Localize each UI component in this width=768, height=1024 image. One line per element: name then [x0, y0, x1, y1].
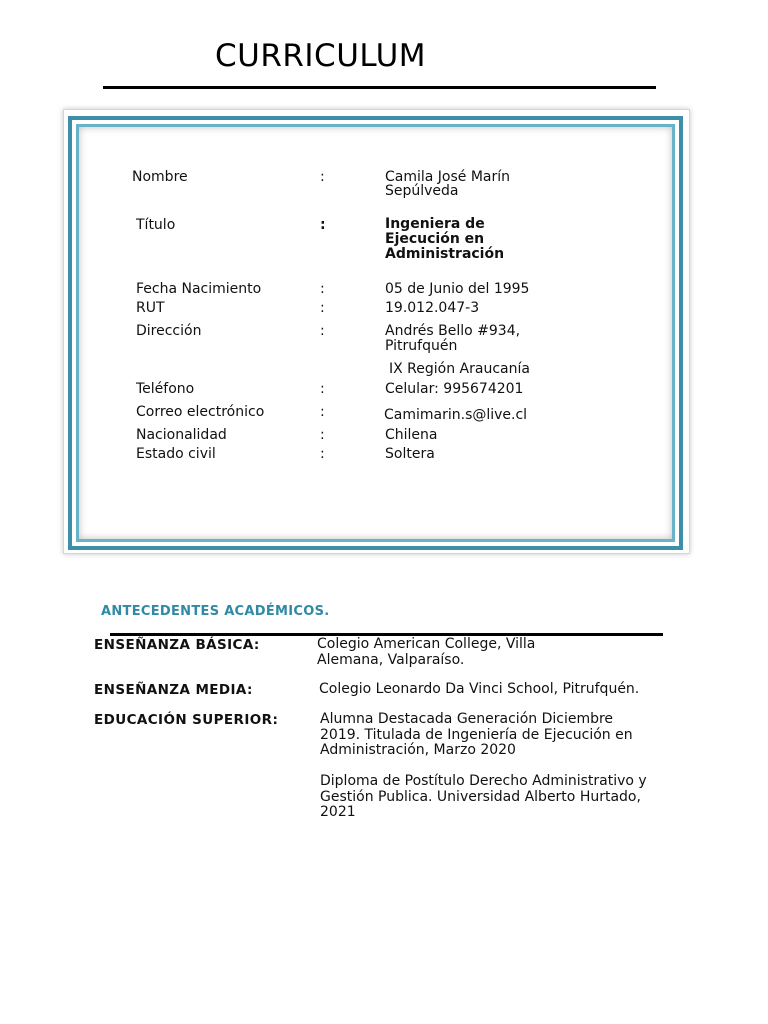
direccion-value-line2: Pitrufquén	[385, 338, 458, 354]
educacion-superior-p1-line1: Alumna Destacada Generación Diciembre	[320, 711, 614, 727]
direccion-colon: :	[320, 323, 325, 339]
fecha-value: 05 de Junio del 1995	[385, 281, 530, 297]
nombre-value-line2: Sepúlveda	[385, 183, 459, 199]
correo-colon: :	[320, 404, 325, 420]
titulo-value-line2: Ejecución en	[385, 231, 485, 247]
rut-label: RUT	[136, 300, 165, 316]
ensenanza-basica-line1: Colegio American College, Villa	[317, 636, 536, 652]
correo-label: Correo electrónico	[136, 404, 265, 420]
ensenanza-basica-line2: Alemana, Valparaíso.	[317, 652, 465, 668]
estado-civil-label: Estado civil	[136, 446, 216, 462]
fecha-label: Fecha Nacimiento	[136, 281, 262, 297]
titulo-value-line3: Administración	[385, 246, 505, 262]
ensenanza-basica-label: ENSEÑANZA BÁSICA:	[94, 637, 260, 653]
telefono-colon: :	[320, 381, 325, 397]
educacion-superior-p1-line3: Administración, Marzo 2020	[320, 742, 516, 758]
telefono-value: Celular: 995674201	[385, 381, 524, 397]
nombre-label: Nombre	[132, 169, 188, 185]
nacionalidad-value: Chilena	[385, 427, 438, 443]
telefono-label: Teléfono	[136, 381, 195, 397]
direccion-value-line1: Andrés Bello #934,	[385, 323, 521, 339]
ensenanza-media-value: Colegio Leonardo Da Vinci School, Pitrufquén.	[319, 681, 640, 697]
rut-colon: :	[320, 300, 325, 316]
academic-section-title: ANTECEDENTES ACADÉMICOS.	[101, 604, 330, 619]
titulo-label: Título	[136, 217, 176, 233]
titulo-colon: :	[320, 217, 326, 233]
educacion-superior-p2-line3: 2021	[320, 804, 356, 820]
estado-civil-value: Soltera	[385, 446, 435, 462]
page-title: CURRICULUM	[215, 38, 427, 74]
ensenanza-media-label: ENSEÑANZA MEDIA:	[94, 682, 253, 698]
educacion-superior-p1-line2: 2019. Titulada de Ingeniería de Ejecución en	[320, 727, 633, 743]
rut-value: 19.012.047-3	[385, 300, 480, 316]
educacion-superior-label: EDUCACIÓN SUPERIOR:	[94, 712, 279, 728]
estado-civil-colon: :	[320, 446, 325, 462]
fecha-colon: :	[320, 281, 325, 297]
educacion-superior-p2-line2: Gestión Publica. Universidad Alberto Hurtado,	[320, 789, 641, 805]
nombre-colon: :	[320, 169, 325, 185]
title-underline	[103, 86, 656, 89]
nombre-value-line1: Camila José Marín	[385, 169, 511, 185]
correo-value: Camimarin.s@live.cl	[384, 407, 528, 423]
educacion-superior-p2-line1: Diploma de Postítulo Derecho Administrativo y	[320, 773, 647, 789]
titulo-value-line1: Ingeniera de	[385, 216, 485, 232]
nacionalidad-label: Nacionalidad	[136, 427, 227, 443]
direccion-value-line3: IX Región Araucanía	[389, 361, 530, 377]
direccion-label: Dirección	[136, 323, 202, 339]
nacionalidad-colon: :	[320, 427, 325, 443]
